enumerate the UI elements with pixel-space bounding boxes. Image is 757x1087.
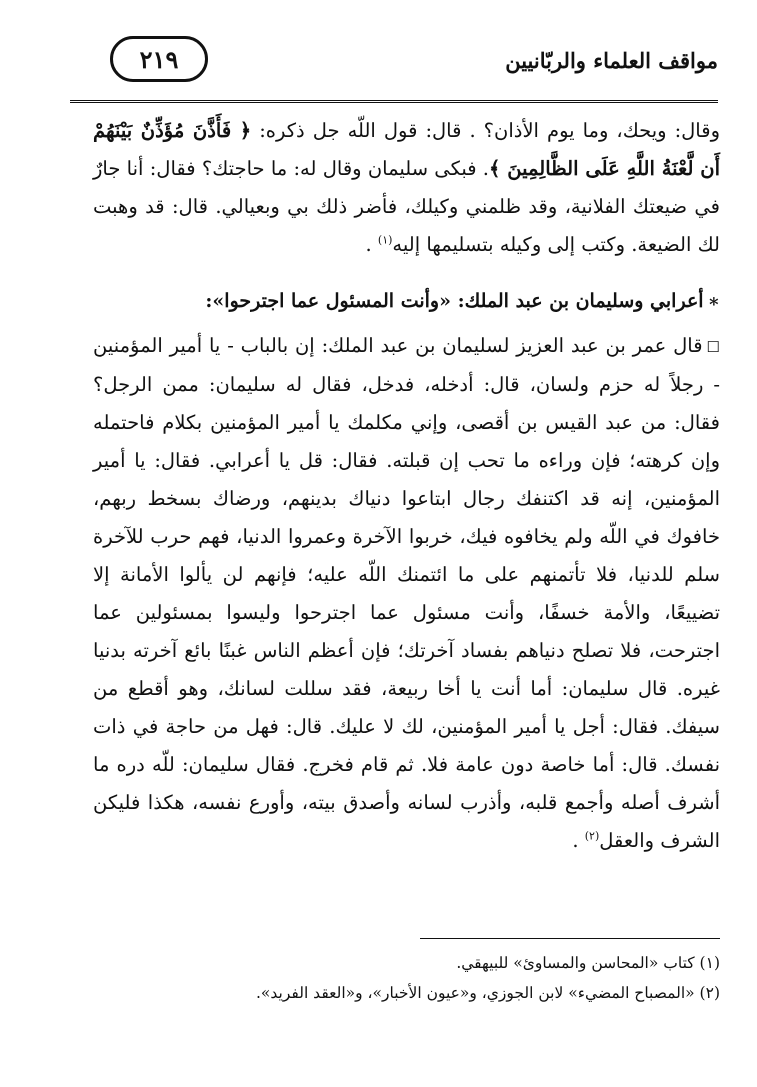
intro-paragraph <box>93 112 720 264</box>
section-heading-text: أعرابي وسليمان بن عبد الملك: «وأنت المسئول عما اجترحوا»: <box>205 290 704 312</box>
page-header <box>70 28 718 100</box>
page-number: ٢١٩ <box>110 36 208 82</box>
section-body-text: قال عمر بن عبد العزيز لسليمان بن عبد الملك: إن بالباب - يا أمير المؤمنين - رجلاً له حزم ولسان، قال: أدخله، فدخل، فقال له سليمان: ممن الرجل؟ فقال: من عبد القيس بن أقصى، وإني مكلمك يا أمير المؤمنين بكلام فاحتمله وإن كرهته؛ فإن وراءه ما تحب إن قبلته. فقال: قل يا أعرابي. فقال: يا أمير المؤمنين، إنه قد اكتنفك رجال ابتاعوا دنياك بدينهم، ورضاك بسخط ربهم، خافوك في اللّه ولم يخافوه فيك، خربوا الآخرة وعمروا الدنيا، فهم حرب للآخرة سلم للدنيا، فلا تأتمنهم على ما ائتمنك اللّه عليه؛ فإنهم لن يألوا الأمانة إلا تضييعًا، والأمة خسفًا، وأنت مسئول عما اجترحوا وليسوا بمسئولين عما اجترحت، فلا تصلح دنياهم بفساد آخرتك؛ فإن أعظم الناس غبنًا بائع آخرته بدنيا غيره. قال سليمان: أما أنت يا أخا ربيعة، فقد سللت لسانك، وهو أقطع من سيفك. فقال: أجل يا أمير المؤمنين، لك لا عليك. قال: فهل من حاجة في ذات نفسك. قال: أما خاصة دون عامة فلا. ثم قام فخرج. فقال سليمان: للّه دره ما أشرف أصله وأجمع قلبه، وأذرب لسانه وأصدق بيته، وأورع نفسه، هكذا فليكن الشرف والعقل <box>93 334 720 852</box>
section-heading <box>93 282 720 321</box>
section-paragraph <box>93 327 720 860</box>
page-body <box>93 112 720 860</box>
footnote-2: (٢) «المصباح المضيء» لابن الجوزي، و«عيون الأخبار»، و«العقد الفريد». <box>255 984 720 1002</box>
footnote-1: (١) كتاب «المحاسن والمساوئ» للبيهقي. <box>456 954 720 972</box>
intro-text-2: . فبكى سليمان وقال له: ما حاجتك؟ فقال: أنا جارٌ في ضيعتك الفلانية، وقد ظلمني وكيلك، فأضر ذلك بي وبعيالي. قال: قد وهبت لك الضيعة. وكتب إلى وكيله بتسليمها إليه <box>93 157 720 256</box>
intro-text-1: وقال: ويحك، وما يوم الأذان؟ . قال: قول اللّه جل ذكره: <box>251 119 720 142</box>
quran-verse: ﴿ فَأَذَّنَ مُؤَذِّنٌ بَيْنَهُمْ أَن لَّعْنَةُ اللَّهِ عَلَى الظَّالِمِينَ ﴾ <box>93 119 720 180</box>
footnote-rule <box>420 938 720 939</box>
footnotes <box>93 948 720 1008</box>
box-marker: ☐ <box>706 338 720 356</box>
book-title: مواقف العلماء والربّانيين <box>505 48 718 73</box>
footnote-ref-1: (١) <box>377 233 393 247</box>
intro-text-3: . <box>365 233 378 256</box>
footnote-ref-2: (٢) <box>584 829 600 843</box>
section-end: . <box>572 829 585 852</box>
star-bullet: ∗ <box>707 291 720 312</box>
header-rule <box>70 100 718 103</box>
